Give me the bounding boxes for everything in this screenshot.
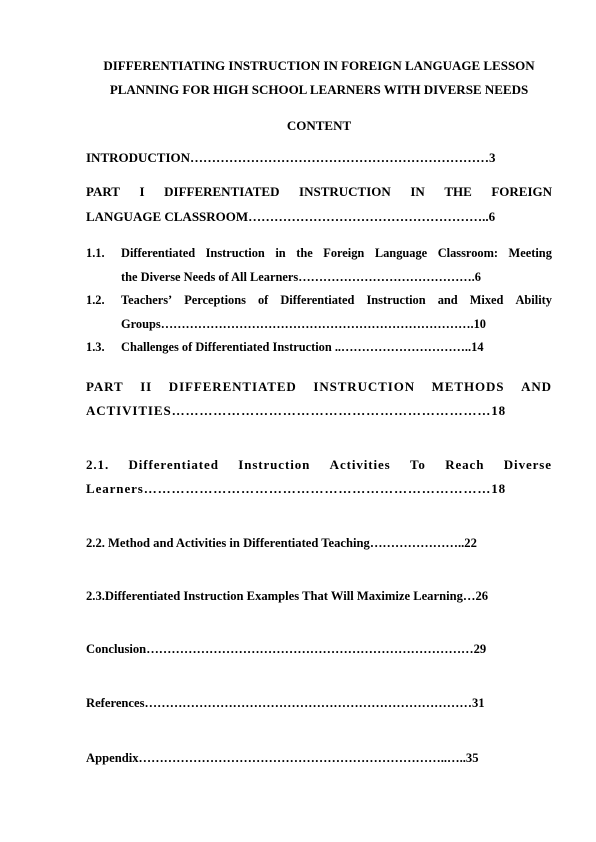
toc-word: Activities (329, 457, 391, 472)
toc-item-number: 1.2. (86, 293, 105, 307)
toc-appendix[interactable]: Appendix………………………………………………………………..…..35 (86, 751, 479, 765)
toc-word: Instruction (366, 293, 426, 307)
toc-word: Instruction (238, 457, 311, 472)
toc-word: II (140, 379, 153, 394)
toc-word: IN (410, 184, 425, 199)
toc-word: PART (86, 184, 120, 199)
toc-part2-line2[interactable]: ACTIVITIES……………………………………………………………18 (86, 403, 507, 418)
toc-word: To (410, 457, 426, 472)
toc-word: DIFFERENTIATED (168, 379, 297, 394)
toc-word: I (139, 184, 145, 199)
document-title-line-1: DIFFERENTIATING INSTRUCTION IN FOREIGN LANGUAGE LESSON (103, 58, 535, 73)
toc-word: PART (86, 379, 124, 394)
toc-word: Reach (445, 457, 485, 472)
toc-item-2-2[interactable]: 2.2. Method and Activities in Differentiated Teaching…………………..22 (86, 536, 477, 550)
toc-item-line1 (121, 292, 552, 308)
toc-word: the (296, 246, 313, 260)
toc-word: Language (374, 246, 428, 260)
toc-word: Differentiated (280, 293, 355, 307)
toc-word: Teachers’ (121, 293, 173, 307)
toc-item-line1: Challenges of Differentiated Instruction ..…………………………..14 (121, 340, 484, 354)
toc-word: Ability (515, 293, 552, 307)
toc-word: THE (444, 184, 472, 199)
toc-word: Foreign (323, 246, 365, 260)
toc-word: Diverse (503, 457, 552, 472)
toc-word: Mixed (469, 293, 504, 307)
toc-conclusion[interactable]: Conclusion……………………………………………………………………29 (86, 642, 487, 656)
toc-item-line2: the Diverse Needs of All Learners…………………………………….6 (121, 270, 481, 284)
toc-references[interactable]: References……………………………………………………………………31 (86, 696, 485, 710)
toc-word: Meeting (508, 246, 552, 260)
toc-part2-line1[interactable] (86, 379, 552, 395)
toc-item-2-1-line2[interactable]: Learners…………………………………………………………………18 (86, 481, 507, 496)
toc-word: 2.1. (86, 457, 110, 472)
toc-word: Differentiated (121, 246, 196, 260)
toc-word: DIFFERENTIATED (164, 184, 280, 199)
toc-word: Differentiated (128, 457, 219, 472)
toc-word: AND (521, 379, 552, 394)
toc-word: Instruction (205, 246, 265, 260)
toc-item-2-3[interactable]: 2.3.Differentiated Instruction Examples That Will Maximize Learning…26 (86, 589, 489, 603)
toc-word: METHODS (431, 379, 505, 394)
document-title-line-2: PLANNING FOR HIGH SCHOOL LEARNERS WITH DIVERSE NEEDS (109, 82, 529, 97)
toc-word: INSTRUCTION (313, 379, 416, 394)
toc-item-line1 (121, 245, 552, 261)
toc-part1-line2[interactable]: LANGUAGE CLASSROOM………………………………………………..6 (86, 209, 496, 224)
toc-item-2-1-line1[interactable] (86, 457, 552, 473)
content-heading: CONTENT (286, 118, 352, 133)
toc-item-line2: Groups………………………………………………………………….10 (121, 317, 486, 331)
toc-word: Classroom: (437, 246, 499, 260)
toc-item-number: 1.3. (86, 340, 105, 354)
toc-item-number: 1.1. (86, 246, 105, 260)
toc-word: FOREIGN (491, 184, 552, 199)
toc-word: in (275, 246, 286, 260)
toc-part1-line1[interactable] (86, 184, 552, 200)
toc-word: Perceptions (184, 293, 246, 307)
toc-word: and (437, 293, 458, 307)
toc-word: INSTRUCTION (299, 184, 391, 199)
toc-introduction[interactable]: INTRODUCTION……………………………………………………………3 (86, 150, 496, 165)
toc-word: of (257, 293, 269, 307)
